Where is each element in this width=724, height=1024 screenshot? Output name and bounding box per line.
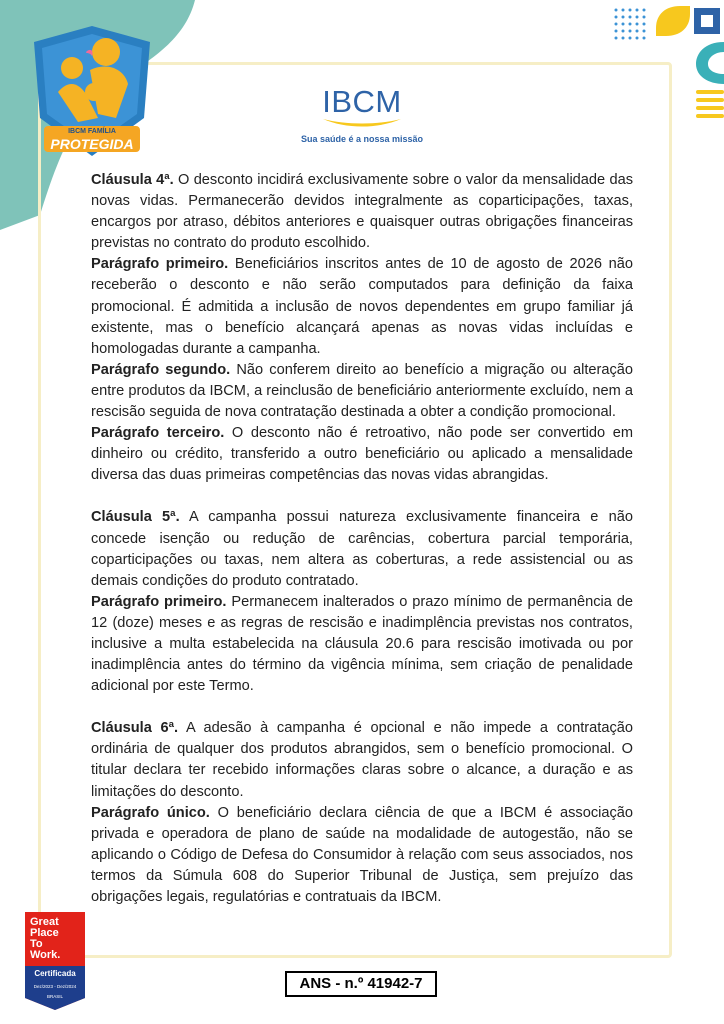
clause-text: Permanecem inalterados o prazo mínimo de permanência de 12 (doze) meses e as regras de rescisão e inadimplência previstas nos contratos, inclusive a multa estabelecida na cláusula 20.6 para rescisão imotivada ou por inadimplência antes do término da vigência mínima, sem criação de penalidade adicional por este Termo.: [91, 593, 633, 695]
clause-4-paragraph-1: [91, 254, 633, 359]
clause-text: Beneficiários inscritos antes de 10 de agosto de 2026 não receberão o desconto e não serão computados para definição da faixa promocional. É admitida a inclusão de novos dependentes em grupo familiar já existente, mas o benefício alcançará apenas as novas vidas incluídas e homologadas durante a campanha.: [91, 256, 633, 357]
gptw-line: To: [30, 938, 43, 950]
clause-label: Cláusula 6ª.: [91, 720, 179, 737]
ans-registration: ANS - n.º 41942-7: [285, 971, 437, 997]
badge-text-line2: PROTEGIDA: [50, 136, 134, 152]
clause-4-paragraph-2: [91, 360, 633, 423]
clause-4: [91, 170, 633, 254]
tagline: Sua saúde é a nossa missão: [300, 134, 424, 144]
clause-6: [91, 718, 633, 802]
gptw-line: Place: [30, 927, 59, 939]
corner-decoration: [604, 0, 724, 130]
gptw-dates: Dez/2023 - Dez/2024: [33, 984, 77, 989]
great-place-to-work-badge: [25, 912, 85, 1010]
clause-6-single-paragraph: [91, 803, 633, 908]
gptw-country: BRASIL: [46, 994, 63, 999]
clause-label: Parágrafo terceiro.: [91, 425, 225, 442]
clause-text: A adesão à campanha é opcional e não impede a contratação ordinária de qualquer dos produtos abrangidos, sem o benefício promocional. O titular declara ter recebido informações claras sobre o alcance, a duração e as limitações do desconto.: [91, 720, 633, 800]
document-body: [91, 170, 633, 908]
ibcm-logo: [296, 86, 428, 127]
clause-5: [91, 507, 633, 591]
clause-label: Parágrafo primeiro.: [91, 256, 229, 273]
gptw-title: [30, 917, 60, 961]
clause-text: O desconto não é retroativo, não pode ser convertido em dinheiro ou crédito, transferido a outro beneficiário ou aplicado a mensalidade diversa das duas primeiras competências das novas vidas abrangidas.: [91, 425, 633, 484]
clause-text: O beneficiário declara ciência de que a IBCM é associação privada e operadora de plano de saúde na modalidade de autogestão, não se aplicando o Código de Defesa do Consumidor à relação com seus associados, nos termos da Súmula 608 do Superior Tribunal de Justiça, sem prejuízo das obrigações legais, regulatórias e contratuais da IBCM.: [91, 804, 633, 905]
gptw-line: Work.: [30, 949, 61, 961]
clause-text: O desconto incidirá exclusivamente sobre o valor da mensalidade das novas vidas. Permanecerão devidos integralmente as coparticipações, taxas, encargos por atraso, débitos anteriores e quaisquer outras obrigações financeiras previstas no contrato do produto escolhido.: [91, 172, 633, 252]
clause-label: Parágrafo único.: [91, 804, 210, 821]
clause-label: Cláusula 5ª.: [91, 509, 180, 526]
clause-label: Parágrafo primeiro.: [91, 593, 227, 610]
clause-label: Parágrafo segundo.: [91, 361, 231, 378]
gptw-certified: Certificada: [34, 969, 76, 978]
badge-text-line1: IBCM FAMÍLIA: [68, 128, 116, 135]
clause-label: Cláusula 4ª.: [91, 172, 174, 188]
gptw-line: Great: [30, 916, 59, 928]
clause-text: A campanha possui natureza exclusivamente financeira e não concede isenção ou redução de carências, cobertura parcial temporária, coparticipações ou taxas, nem altera as coberturas, a rede assistencial ou as demais condições do produto contratado.: [91, 509, 633, 589]
clause-5-paragraph-1: [91, 592, 633, 697]
clause-text: Não conferem direito ao benefício a migração ou alteração entre produtos da IBCM, a reinclusão de beneficiário anteriormente excluído, nem a rescisão seguida de nova contratação destinada a obter a condição promocional.: [91, 361, 633, 421]
ibcm-logo-text: IBCM: [322, 84, 402, 119]
clause-4-paragraph-3: [91, 423, 633, 486]
